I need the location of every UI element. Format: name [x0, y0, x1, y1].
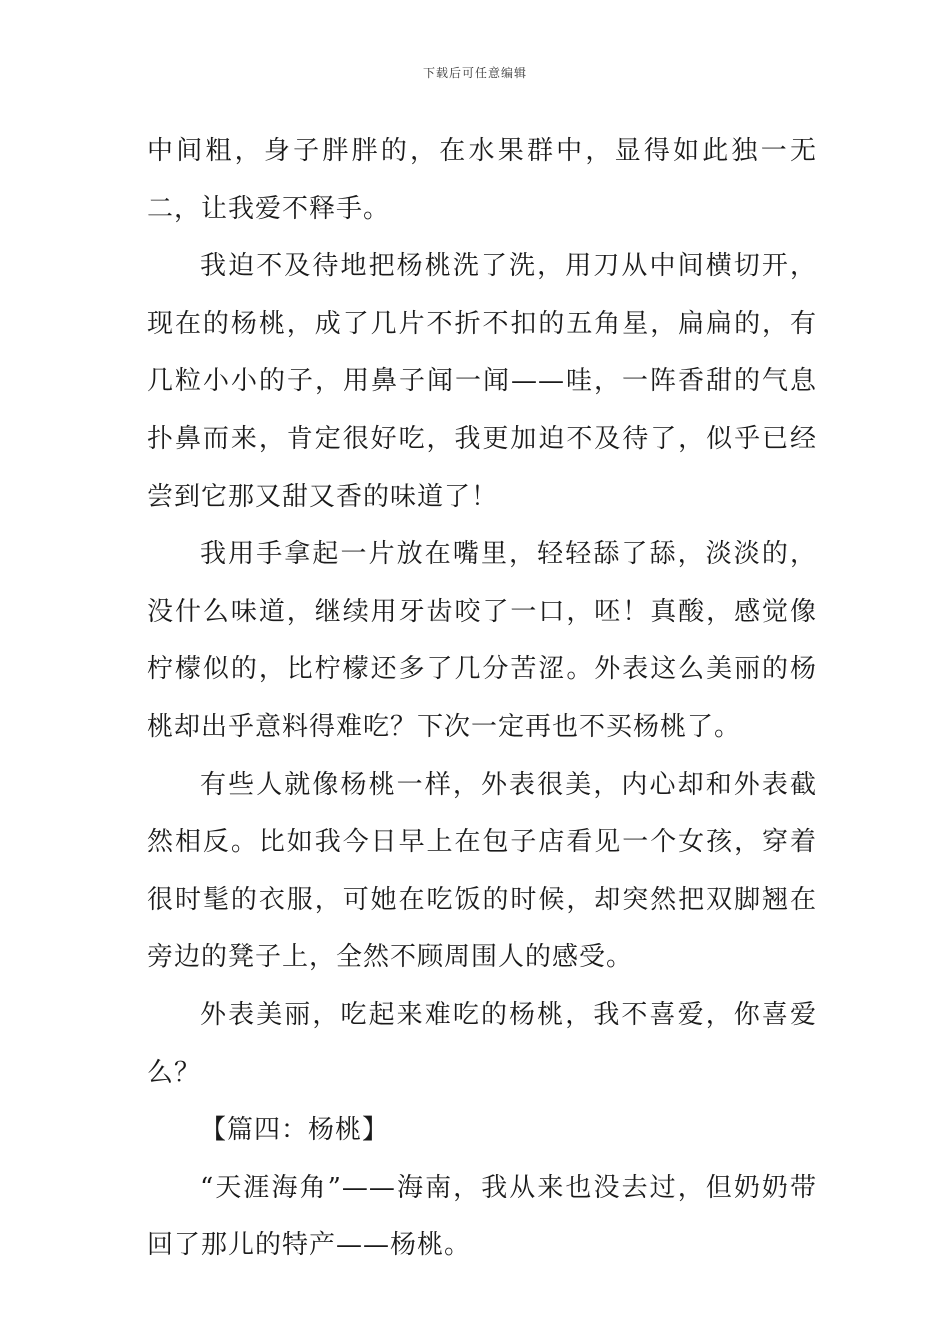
paragraph-continuation: 中间粗，身子胖胖的，在水果群中，显得如此独一无二，让我爱不释手。	[147, 136, 817, 224]
document-body	[147, 123, 817, 1275]
page-header: 下载后可任意编辑	[422, 66, 527, 80]
section-heading: 【篇四：杨桃】	[200, 1115, 390, 1146]
paragraph-conclusion: 外表美丽，吃起来难吃的杨桃，我不喜爱，你喜爱么？	[147, 999, 817, 1088]
paragraph-hainan-intro: “天涯海角”——海南，我从来也没去过，但奶奶带回了那儿的特产——杨桃。	[147, 1172, 817, 1261]
paragraph-tasting-starfruit: 我用手拿起一片放在嘴里，轻轻舔了舔，淡淡的，没什么味道，继续用牙齿咬了一口，呸！真酸，感觉像柠檬似的，比柠檬还多了几分苦涩。外表这么美丽的杨桃却出乎意料得难吃？下次一定再也不买杨桃了。	[147, 539, 817, 742]
paragraph-cutting-starfruit: 我迫不及待地把杨桃洗了洗，用刀从中间横切开，现在的杨桃，成了几片不折不扣的五角星，扁扁的，有几粒小小的子，用鼻子闻一闻——哇，一阵香甜的气息扑鼻而来，肯定很好吃，我更加迫不及待了，似乎已经尝到它那又甜又香的味道了！	[147, 251, 817, 512]
paragraph-people-like-starfruit: 有些人就像杨桃一样，外表很美，内心却和外表截然相反。比如我今日早上在包子店看见一个女孩，穿着很时髦的衣服，可她在吃饭的时候，却突然把双脚翘在旁边的凳子上，全然不顾周围人的感受。	[147, 769, 817, 973]
